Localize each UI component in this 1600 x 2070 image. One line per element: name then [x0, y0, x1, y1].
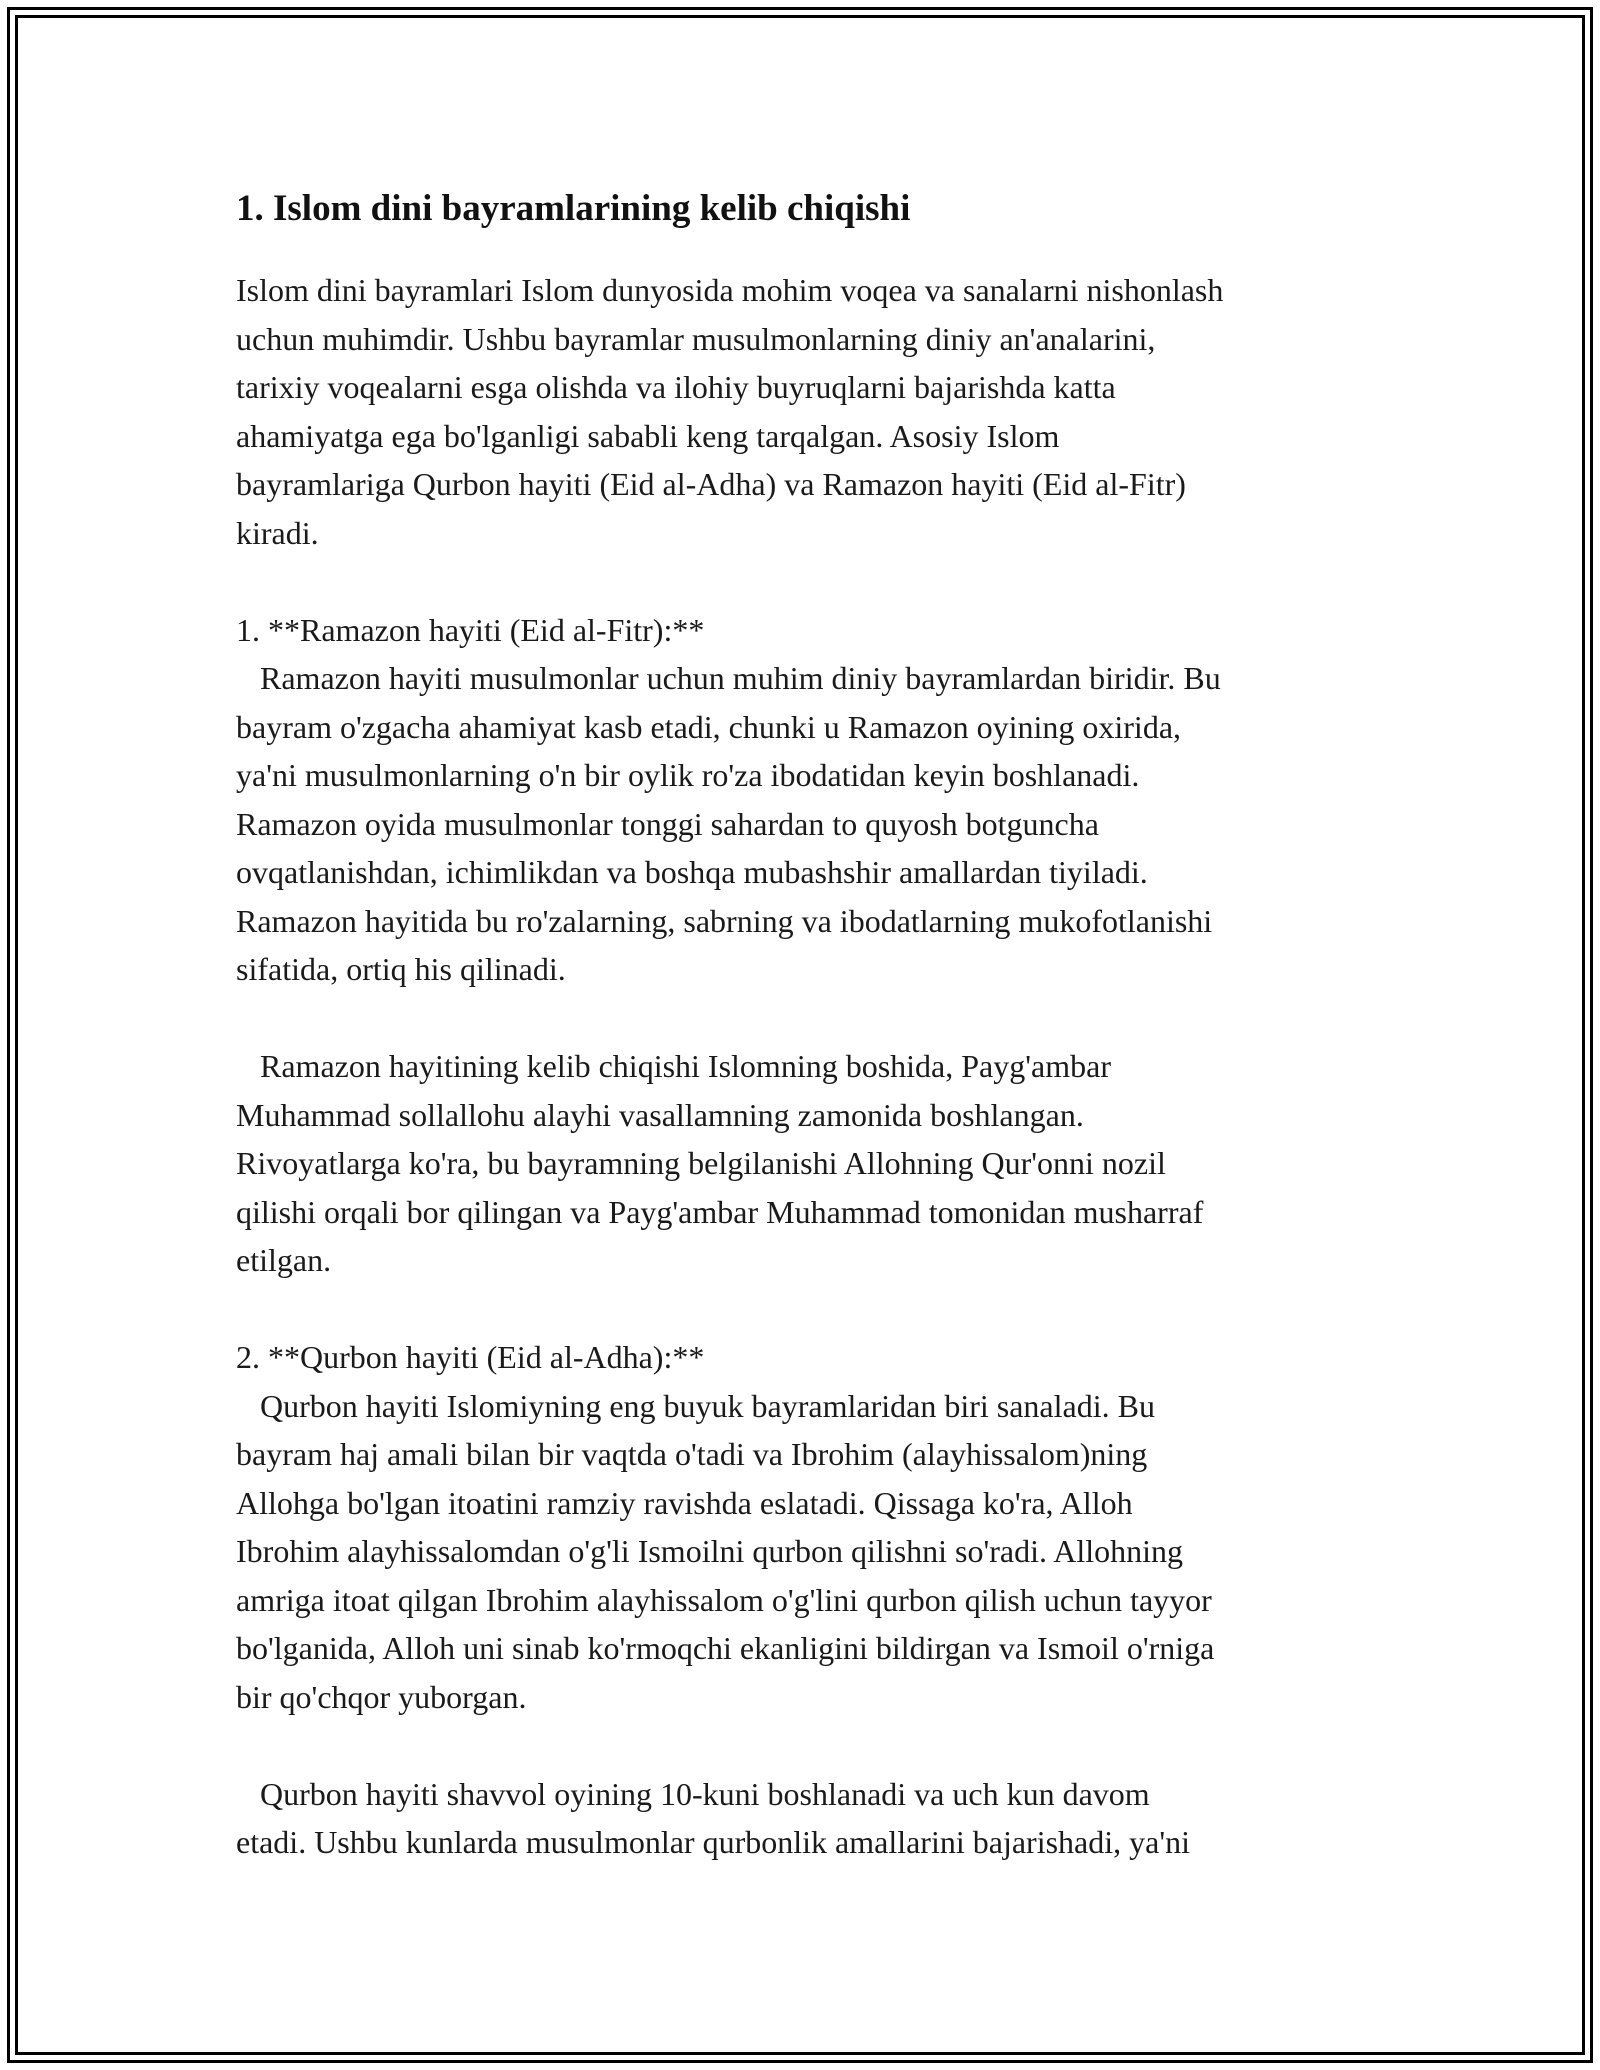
text-line: ahamiyatga ega bo'lganligi sababli keng tarqalgan. Asosiy Islom — [236, 417, 1060, 454]
text-line: bir qo'chqor yuborgan. — [236, 1678, 527, 1715]
text-line: kiradi. — [236, 514, 319, 551]
paragraph — [236, 1042, 1376, 1285]
text-line: uchun muhimdir. Ushbu bayramlar musulmonlarning diniy an'analarini, — [236, 320, 1156, 357]
text-line: 2. **Qurbon hayiti (Eid al-Adha):** — [236, 1339, 705, 1375]
paragraph-spacer — [236, 1721, 1376, 1770]
text-line: bayramlariga Qurbon hayiti (Eid al-Adha) va Ramazon hayiti (Eid al-Fitr) — [236, 466, 1186, 502]
text-line: Ramazon hayitida bu ro'zalarning, sabrning va ibodatlarning mukofotlanishi — [236, 902, 1213, 939]
text-line: Ramazon hayitining kelib chiqishi Islomning boshida, Payg'ambar — [236, 1048, 1111, 1084]
text-line: etilgan. — [236, 1242, 332, 1278]
text-line: qilishi orqali bor qilingan va Payg'ambar Muhammad tomonidan musharraf — [236, 1193, 1204, 1230]
paragraph — [236, 1333, 1376, 1721]
text-line: Qurbon hayiti shavvol oyining 10-kuni boshlanadi va uch kun davom — [236, 1775, 1150, 1812]
text-line: 1. **Ramazon hayiti (Eid al-Fitr):** — [236, 611, 705, 648]
paragraph-spacer — [236, 1285, 1376, 1334]
paragraph-spacer — [236, 994, 1376, 1043]
text-line: Ramazon hayiti musulmonlar uchun muhim diniy bayramlardan biridir. Bu — [236, 660, 1221, 696]
paragraph — [236, 606, 1376, 994]
text-line: bayram haj amali bilan bir vaqtda o'tadi va Ibrohim (alayhissalom)ning — [236, 1436, 1148, 1472]
text-line: sifatida, ortiq his qilinadi. — [236, 951, 566, 987]
section-heading: 1. Islom dini bayramlarining kelib chiqishi — [236, 188, 911, 229]
text-line: ya'ni musulmonlarning o'n bir oylik ro'za ibodatidan keyin boshlanadi. — [236, 757, 1140, 793]
paragraph — [236, 1770, 1376, 1867]
document-paragraphs — [236, 266, 1376, 1867]
paragraph — [236, 266, 1376, 557]
document-body — [236, 185, 1376, 1867]
text-line: Ibrohim alayhissalomdan o'g'li Ismoilni qurbon qilishni so'radi. Allohning — [236, 1533, 1184, 1569]
text-line: ovqatlanishdan, ichimlikdan va boshqa mubashshir amallardan tiyiladi. — [236, 854, 1148, 890]
text-line: Allohga bo'lgan itoatini ramziy ravishda eslatadi. Qissaga ko'ra, Alloh — [236, 1484, 1133, 1521]
text-line: tarixiy voqealarni esga olishda va ilohiy buyruqlarni bajarishda katta — [236, 369, 1116, 405]
paragraph-spacer — [236, 557, 1376, 606]
text-line: etadi. Ushbu kunlarda musulmonlar qurbonlik amallarini bajarishadi, ya'ni — [236, 1824, 1190, 1860]
text-line: Qurbon hayiti Islomiyning eng buyuk bayramlaridan biri sanaladi. Bu — [236, 1387, 1155, 1424]
text-line: Muhammad sollallohu alayhi vasallamning zamonida boshlangan. — [236, 1096, 1084, 1133]
text-line: amriga itoat qilgan Ibrohim alayhissalom o'g'lini qurbon qilish uchun tayyor — [236, 1581, 1212, 1618]
text-line: Ramazon oyida musulmonlar tonggi sahardan to quyosh botguncha — [236, 805, 1099, 842]
text-line: Rivoyatlarga ko'ra, bu bayramning belgilanishi Allohning Qur'onni nozil — [236, 1145, 1166, 1181]
text-line: bayram o'zgacha ahamiyat kasb etadi, chunki u Ramazon oyining oxirida, — [236, 708, 1182, 745]
text-line: Islom dini bayramlari Islom dunyosida mohim voqea va sanalarni nishonlash — [236, 272, 1224, 308]
text-line: bo'lganida, Alloh uni sinab ko'rmoqchi ekanligini bildirgan va Ismoil o'rniga — [236, 1630, 1215, 1666]
